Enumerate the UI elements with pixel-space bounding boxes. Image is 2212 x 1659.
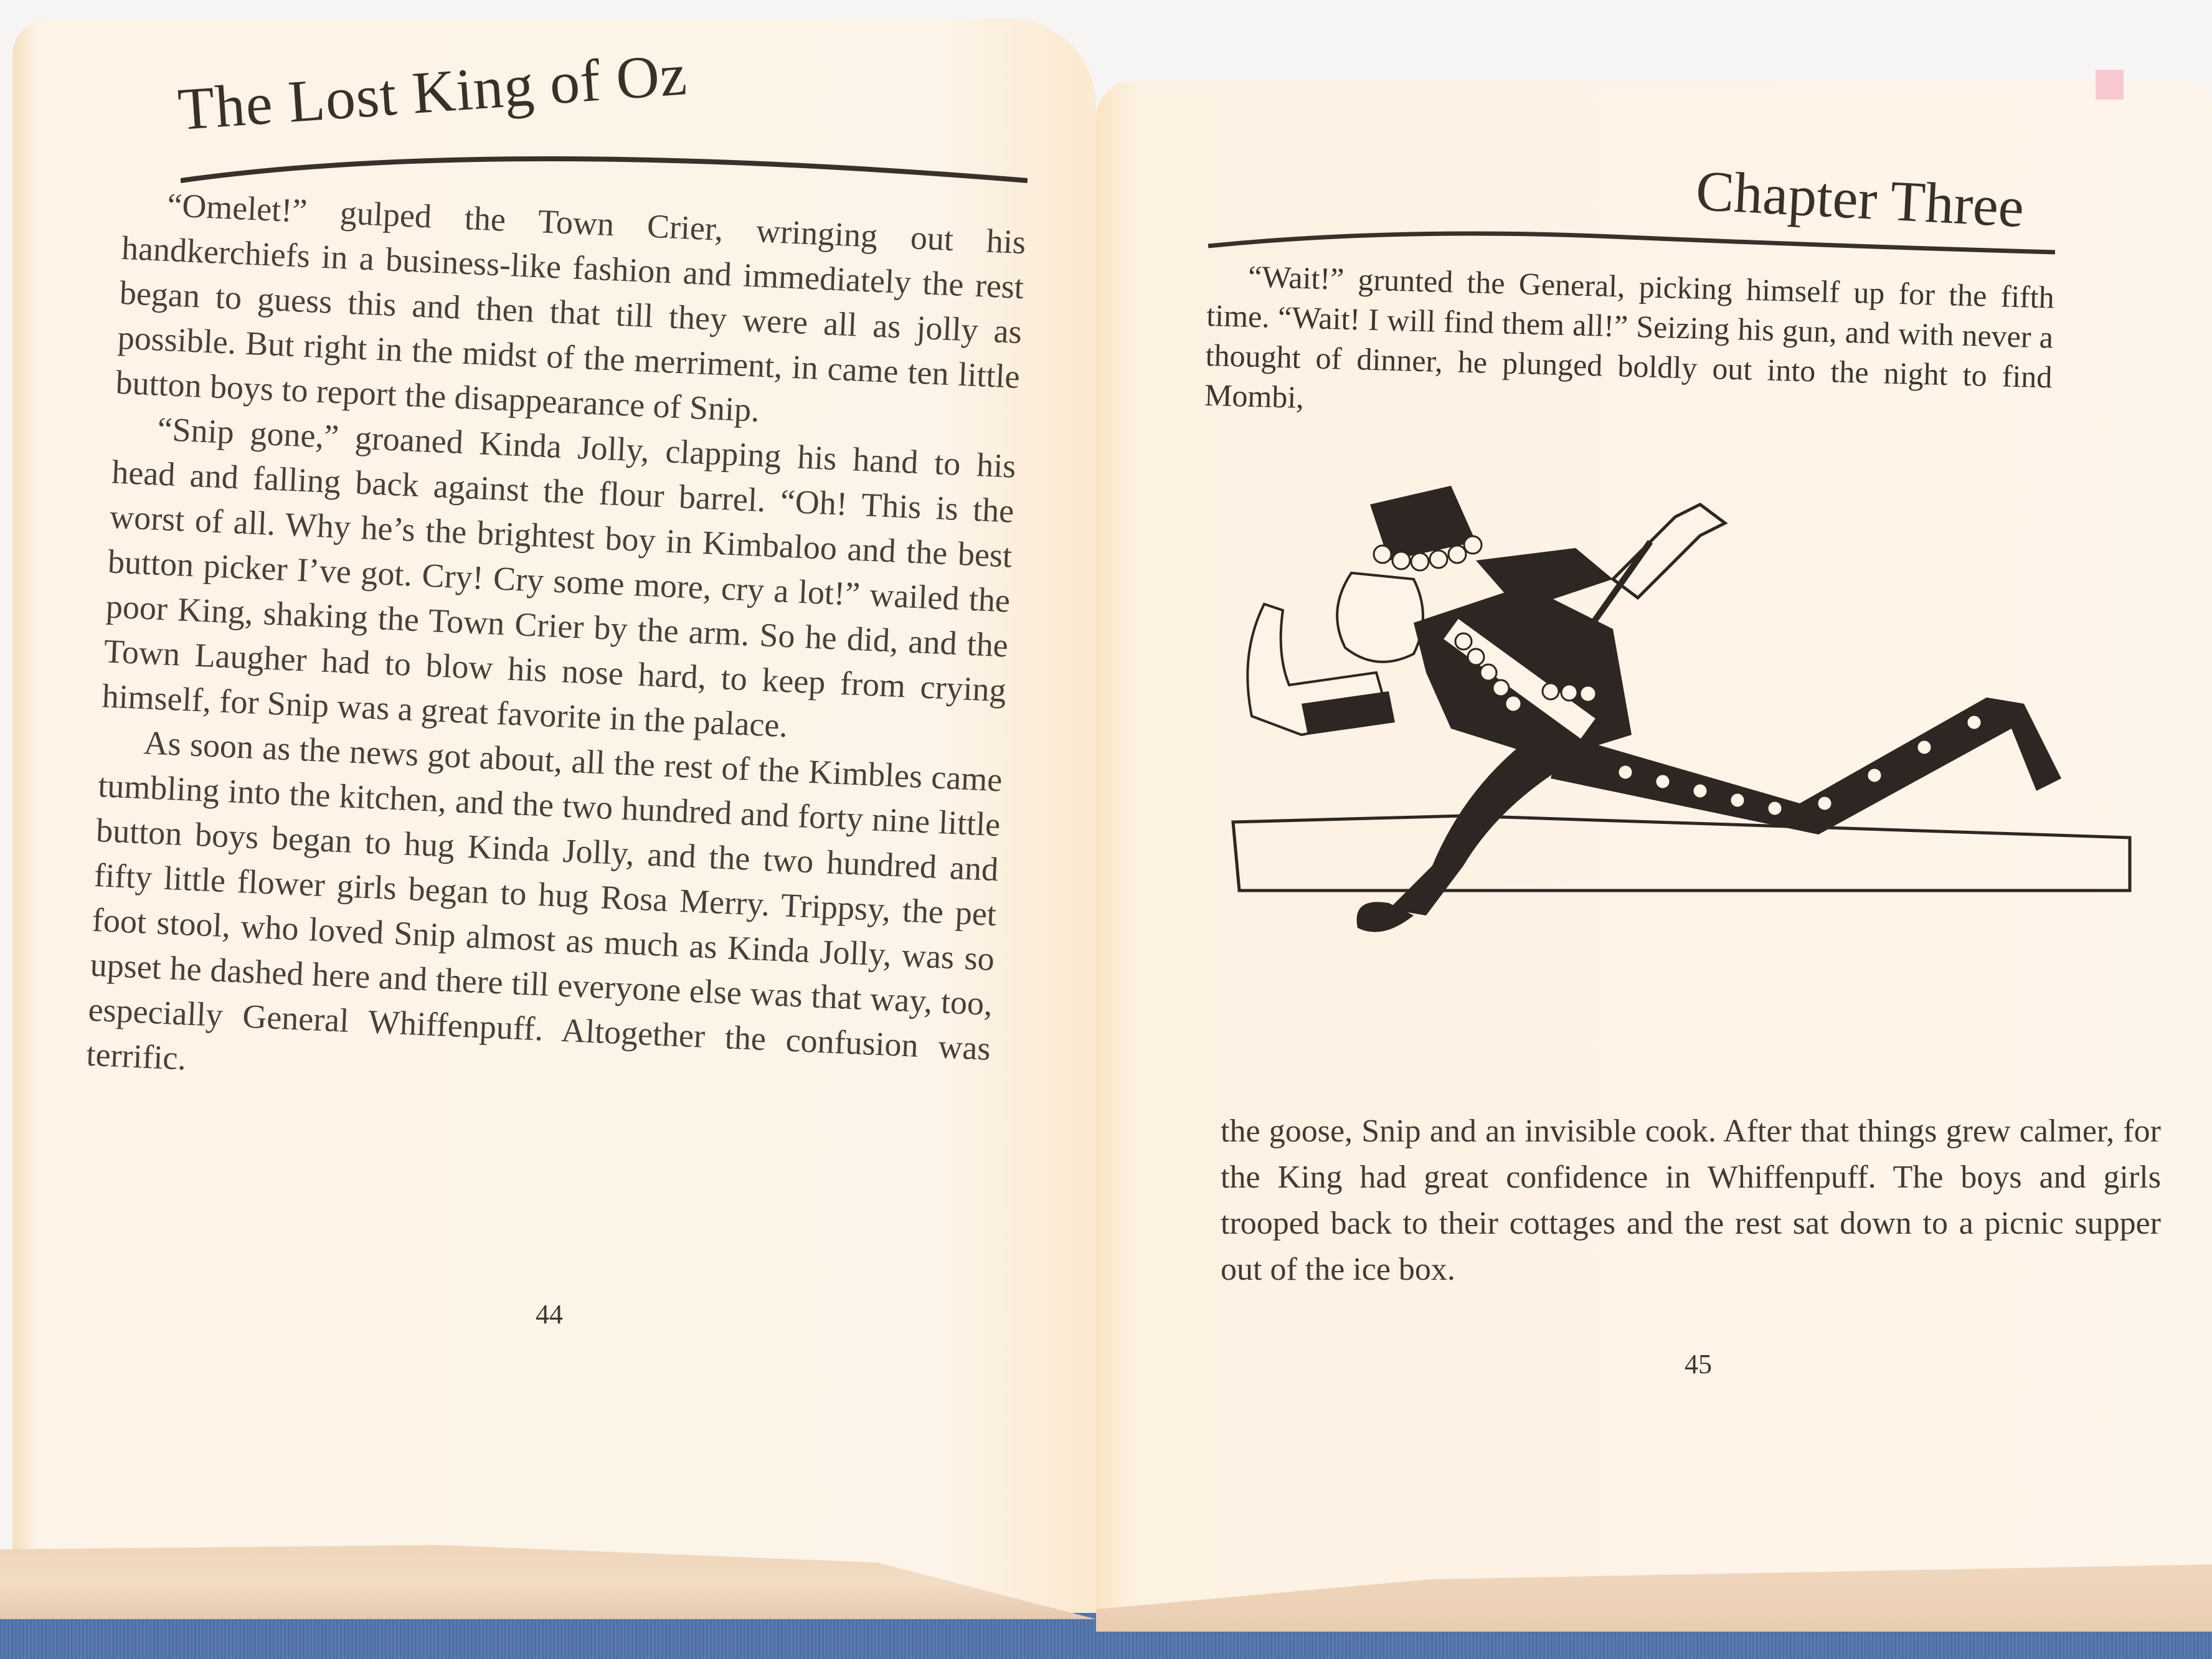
general-running-illustration xyxy=(1227,467,2136,1040)
paragraph: “Omelet!” gulped the Town Crier, wringing out his handkerchiefs in a business-like fashion and immediately the rest began to guess this and then that till they were all as jolly as possible. But right in the midst of the merriment, in came ten little button boys to report the disappearance of Snip. xyxy=(115,186,1027,429)
right-page-body-bottom xyxy=(1221,1108,2161,1293)
paragraph: “Snip gone,” groaned Kinda Jolly, clapping his hand to his head and falling back against the flour barrel. “Oh! This is the worst of all. Why he’s the brightest boy in Kimbaloo and the best button picker I’ve got. Cry! Cry some more, cry a lot!” wailed the poor King, shaking the Town Crier by the arm. So he did, and the Town Laugher had to blow his nose hard, to keep from crying himself, for Snip was a great favorite in the palace. xyxy=(101,410,1017,745)
header-rule-left xyxy=(181,143,1028,193)
left-page-body xyxy=(85,181,1026,1116)
paragraph: “Wait!” grunted the General, picking himself up for the fifth time. “Wait! I will find them all!” Seizing his gun, and with never a thought of dinner, he plunged boldly out into the night to find Mombi, xyxy=(1204,258,2055,415)
page-number-left: 44 xyxy=(536,1299,563,1330)
page-number-right: 45 xyxy=(1685,1349,1712,1379)
bookmark-ribbon xyxy=(2096,70,2124,100)
right-page-body-top xyxy=(1204,255,2054,437)
header-rule-right xyxy=(1208,224,2055,262)
paragraph: the goose, Snip and an invisible cook. After that things grew calmer, for the King had great confidence in Whiffenpuff. The boys and girls trooped back to their cottages and the rest sat down to a picnic supper out of the ice box. xyxy=(1221,1113,2161,1287)
running-head: The Lost King of Oz xyxy=(176,40,689,143)
paragraph: As soon as the news got about, all the rest of the Kimbles came tumbling into the kitchen, and the two hundred and forty nine little button boys began to hug Kinda Jolly, and the two hundred and fifty little flower girls began to hug Rosa Merry. Trippsy, the pet foot stool, who loved Snip almost as much as Kinda Jolly, was so upset he dashed here and there till everyone else was that way, too, especially General Whiffenpuff. Altogether the confusion was terrific. xyxy=(85,724,1003,1077)
chapter-heading: Chapter Three xyxy=(1694,158,2026,240)
